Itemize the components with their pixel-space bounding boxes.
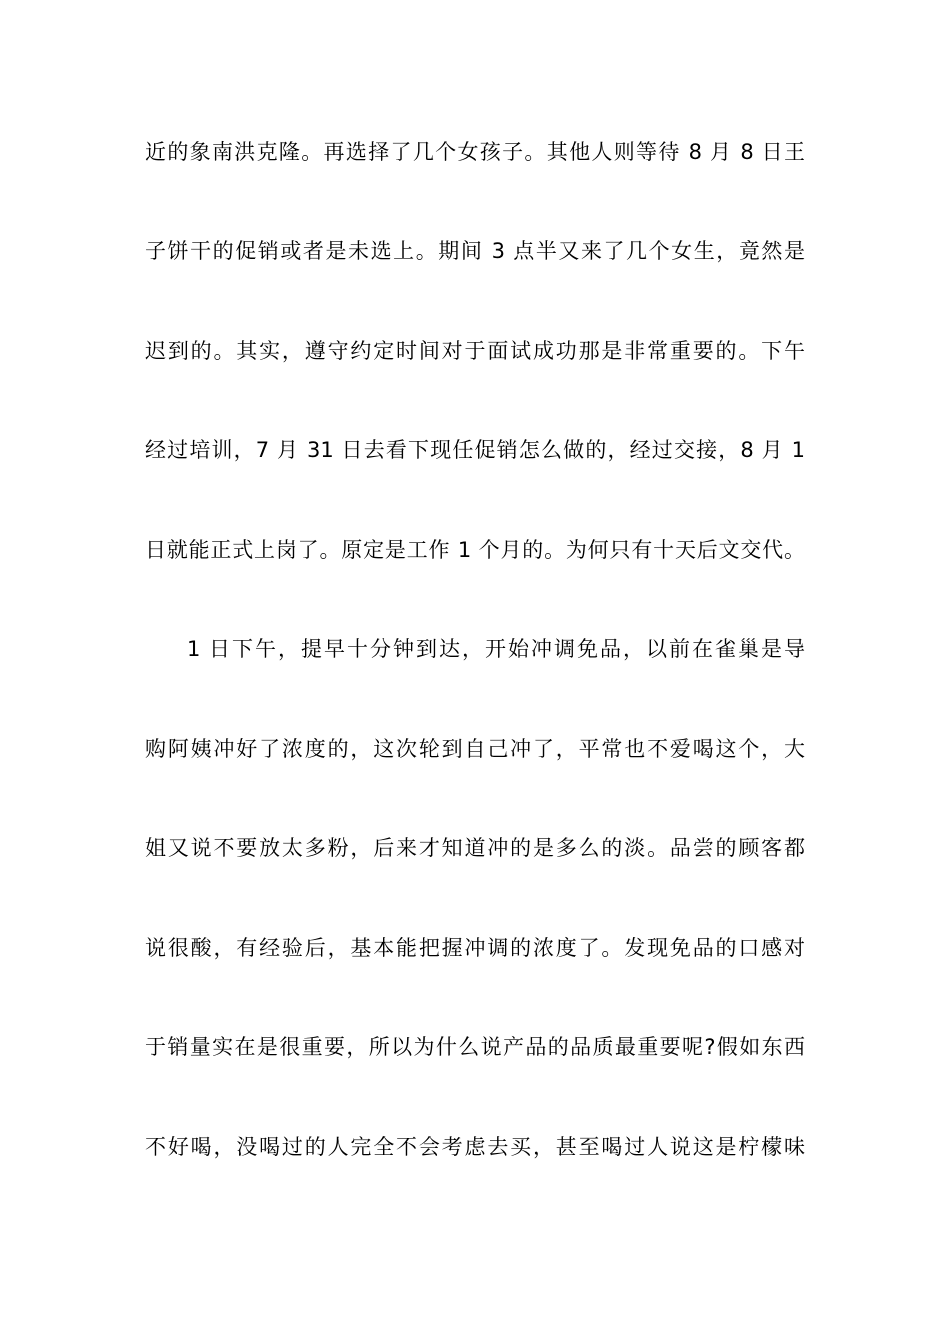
text-line: 近的象南洪克隆。再选择了几个女孩子。其他人则等待 8 月 8 日王 <box>145 140 805 164</box>
text-line: 购阿姨冲好了浓度的，这次轮到自己冲了，平常也不爱喝这个，大 <box>145 737 805 761</box>
text-line: 说很酸，有经验后，基本能把握冲调的浓度了。发现免品的口感对 <box>145 936 805 960</box>
text-line: 于销量实在是很重要，所以为什么说产品的品质最重要呢?假如东西 <box>145 1035 805 1059</box>
paragraph-first-line: 1 日下午，提早十分钟到达，开始冲调免品，以前在雀巢是导 <box>187 637 805 661</box>
text-line: 不好喝，没喝过的人完全不会考虑去买，甚至喝过人说这是柠檬味 <box>145 1135 805 1159</box>
text-line: 姐又说不要放太多粉，后来才知道冲的是多么的淡。品尝的顾客都 <box>145 836 805 860</box>
text-line: 日就能正式上岗了。原定是工作 1 个月的。为何只有十天后文交代。 <box>145 538 805 562</box>
text-line: 迟到的。其实，遵守约定时间对于面试成功那是非常重要的。下午 <box>145 339 805 363</box>
text-line: 经过培训，7 月 31 日去看下现任促销怎么做的，经过交接，8 月 1 <box>145 438 805 462</box>
text-line: 子饼干的促销或者是未选上。期间 3 点半又来了几个女生，竟然是 <box>145 239 805 263</box>
